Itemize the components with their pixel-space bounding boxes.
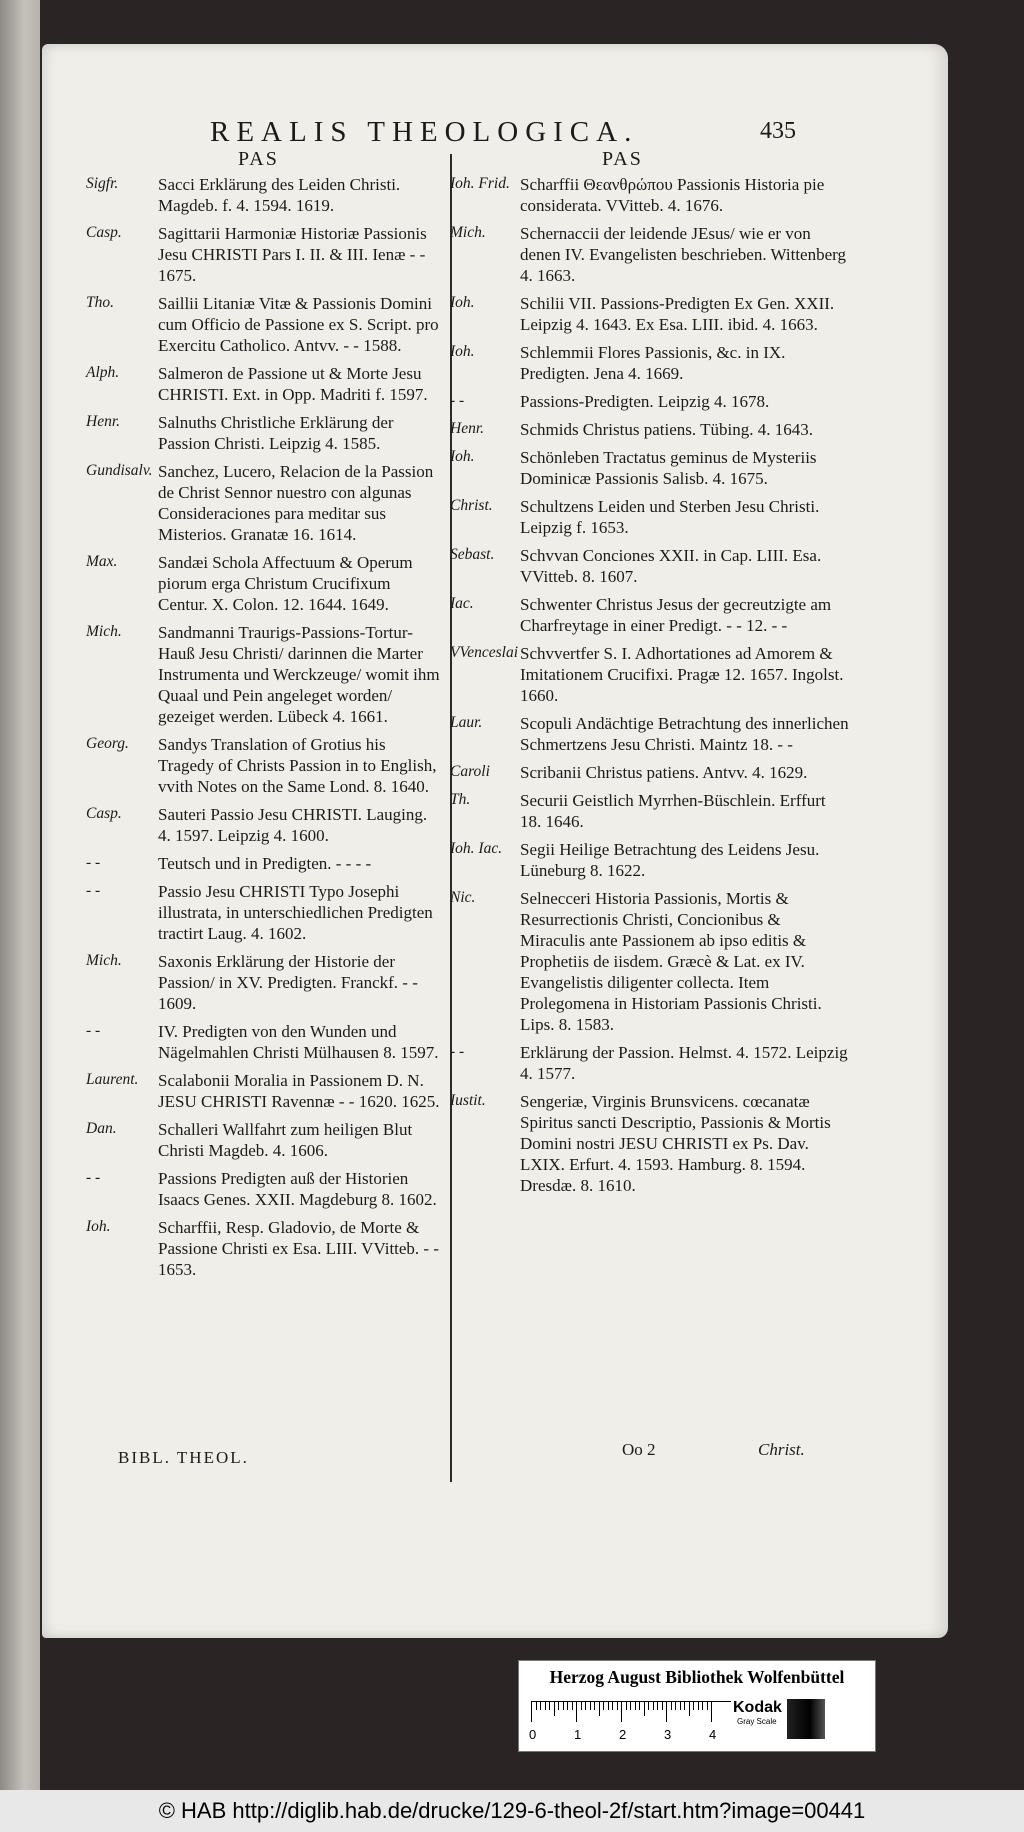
entry-text: Selnecceri Historia Passionis, Mortis & Resurrectionis Christi, Concionibus & Miraculis ante Passionem ab ipso editis & Prophetiis de iisdem. Græcè & Lat. ex IV. Evangelistis diligenter collecta. Item Prolegomena in Historiam Passionis Christi. Lips. 8. 1583.	[520, 889, 822, 1034]
bibliography-entry	[86, 1070, 444, 1112]
entry-text: Schmids Christus patiens. Tübing. 4. 1643.	[520, 420, 813, 439]
ruler-tick	[563, 1702, 564, 1710]
entry-text: Erklärung der Passion. Helmst. 4. 1572. Leipzig 4. 1577.	[520, 1043, 848, 1083]
author-forename: Max.	[86, 553, 118, 570]
ruler-tick	[545, 1702, 546, 1710]
bibliography-entry	[86, 1217, 444, 1280]
entry-text: Scalabonii Moralia in Passionem D. N. JESU CHRISTI Ravennæ - - 1620. 1625.	[158, 1071, 440, 1111]
color-target	[518, 1660, 876, 1752]
ruler-tick	[608, 1702, 609, 1710]
bibliography-entry	[86, 853, 444, 874]
bibliography-entry	[450, 419, 850, 440]
entry-text: Passions Predigten auß der Historien Isaacs Genes. XXII. Magdeburg 8. 1602.	[158, 1169, 437, 1209]
ruler-tick	[585, 1702, 586, 1710]
entry-text: Sandmanni Traurigs-Passions-Tortur-Hauß Jesu Christi/ darinnen die Marter Instrumenta und Werckzeuge/ womit ihm Quaal und Pein angeleget worden/ gezeiget werden. Lübeck 4. 1661.	[158, 623, 440, 726]
gray-patch	[787, 1699, 825, 1739]
ruler-tick	[662, 1702, 663, 1710]
bibliography-entry	[450, 496, 850, 538]
bibliography-entry	[86, 881, 444, 944]
entry-text: Salnuths Christliche Erklärung der Passion Christi. Leipzig 4. 1585.	[158, 413, 394, 453]
author-forename: Dan.	[86, 1120, 117, 1137]
bibliography-entry	[450, 1091, 850, 1196]
author-forename: Henr.	[450, 420, 485, 437]
bibliography-entry	[86, 1021, 444, 1063]
bibliography-entry	[450, 293, 850, 335]
bibliography-entry	[450, 790, 850, 832]
author-forename: Mich.	[86, 952, 122, 969]
author-forename: Henr.	[86, 413, 121, 430]
bibliography-entry	[86, 223, 444, 286]
book-page	[42, 44, 948, 1638]
bibliography-entry	[450, 643, 850, 706]
ruler-tick	[599, 1702, 600, 1716]
entry-text: Sandys Translation of Grotius his Tragedy of Christs Passion in to English, vvith Notes on the Same Lond. 8. 1640.	[158, 735, 437, 796]
author-forename: - -	[86, 882, 101, 899]
bibliography-entry	[86, 622, 444, 727]
bibliography-entry	[450, 174, 850, 216]
bibliography-entry	[86, 461, 444, 545]
entry-text: Schultzens Leiden und Sterben Jesu Christi. Leipzig f. 1653.	[520, 497, 820, 537]
ruler-tick	[531, 1702, 532, 1722]
author-forename: Georg.	[86, 735, 129, 752]
bibliography-entry	[86, 363, 444, 405]
bibliography-entry	[450, 839, 850, 881]
ruler-tick	[675, 1702, 676, 1710]
ruler-tick	[630, 1702, 631, 1710]
ruler-tick	[612, 1702, 613, 1710]
author-forename: Casp.	[86, 224, 122, 241]
bibliography-entry	[450, 545, 850, 587]
author-forename: Laur.	[450, 714, 483, 731]
entry-text: Schilii VII. Passions-Predigten Ex Gen. XXII. Leipzig 4. 1643. Ex Esa. LIII. ibid. 4. 1663.	[520, 294, 835, 334]
author-forename: - -	[86, 1169, 101, 1186]
entry-text: Segii Heilige Betrachtung des Leidens Jesu. Lüneburg 8. 1622.	[520, 840, 820, 880]
author-forename: VVenceslai	[450, 644, 519, 661]
author-forename: Nic.	[450, 889, 476, 906]
author-forename: Ioh.	[450, 294, 475, 311]
entry-text: Schwenter Christus Jesus der gecreutzigte am Charfreytage in einer Predigt. - - 12. - -	[520, 595, 832, 635]
author-forename: Laurent.	[86, 1071, 139, 1088]
author-forename: Ioh.	[86, 1218, 111, 1235]
entry-text: Saillii Litaniæ Vitæ & Passionis Domini cum Officio de Passione ex S. Script. pro Exercitu Catholico. Antvv. - - 1588.	[158, 294, 439, 355]
bibliography-entry	[86, 734, 444, 797]
author-forename: Ioh. Iac.	[450, 840, 503, 857]
bibliography-entry	[450, 888, 850, 1035]
author-forename: Th.	[450, 791, 471, 808]
author-forename: Casp.	[86, 805, 122, 822]
bibliography-entry	[86, 412, 444, 454]
author-forename: Caroli	[450, 763, 490, 780]
bibliography-entry	[86, 174, 444, 216]
bibliography-entry	[86, 804, 444, 846]
bibliography-entry	[450, 391, 850, 412]
author-forename: Tho.	[86, 294, 114, 311]
entry-text: Scribanii Christus patiens. Antvv. 4. 1629.	[520, 763, 808, 782]
bibliography-entry	[86, 1119, 444, 1161]
author-forename: - -	[86, 854, 101, 871]
bibliography-entry	[86, 951, 444, 1014]
gray-scale-label: Gray Scale	[737, 1717, 777, 1726]
bibliography-entry	[86, 1168, 444, 1210]
scale-numbers	[529, 1727, 754, 1742]
ruler-tick	[590, 1702, 591, 1710]
signature-mark: Oo 2	[622, 1440, 656, 1459]
entry-text: IV. Predigten von den Wunden und Nägelmahlen Christi Mülhausen 8. 1597.	[158, 1022, 439, 1062]
ruler-tick	[581, 1702, 582, 1710]
ruler-tick	[626, 1702, 627, 1710]
entry-text: Schernaccii der leidende JEsus/ wie er von denen IV. Evangelisten beschrieben. Wittenberg 4. 1663.	[520, 224, 846, 285]
ruler-tick	[639, 1702, 640, 1710]
left-footer: BIBL. THEOL.	[118, 1448, 249, 1467]
entry-text: Saxonis Erklärung der Historie der Passion/ in XV. Predigten. Franckf. - - 1609.	[158, 952, 418, 1013]
entry-text: Sacci Erklärung des Leiden Christi. Magdeb. f. 4. 1594. 1619.	[158, 175, 401, 215]
bibliography-entry	[450, 342, 850, 384]
ruler-tick	[567, 1702, 568, 1710]
brand-label: Kodak	[733, 1699, 782, 1716]
scale-number: 4	[709, 1727, 717, 1742]
author-forename: Christ.	[450, 497, 493, 514]
author-forename: Mich.	[86, 623, 122, 640]
copyright-url-bar: © HAB http://diglib.hab.de/drucke/129-6-theol-2f/start.htm?image=00441	[0, 1790, 1024, 1832]
author-forename: - -	[86, 1022, 101, 1039]
ruler-tick	[711, 1702, 712, 1722]
ruler-tick	[666, 1702, 667, 1722]
ruler-tick	[603, 1702, 604, 1710]
ruler-tick	[689, 1702, 690, 1716]
author-forename: Sebast.	[450, 546, 495, 563]
author-forename: - -	[450, 392, 465, 409]
author-forename: Alph.	[86, 364, 120, 381]
author-forename: Ioh.	[450, 448, 475, 465]
ruler-tick	[671, 1702, 672, 1710]
author-forename: - -	[450, 1043, 465, 1060]
page-number: 435	[760, 118, 796, 144]
entry-text: Sanchez, Lucero, Relacion de la Passion de Christ Sennor nuestro con algunas Consideraciones para meditar sus Misterios. Granatæ 16. 1614.	[158, 462, 434, 544]
author-forename: Gundisalv.	[86, 462, 153, 479]
entry-text: Sauteri Passio Jesu CHRISTI. Lauging. 4. 1597. Leipzig 4. 1600.	[158, 805, 428, 845]
author-forename: Ioh. Frid.	[450, 175, 510, 192]
adjacent-book-edge	[0, 0, 40, 1790]
ruler-tick	[698, 1702, 699, 1710]
ruler-tick	[536, 1702, 537, 1710]
author-forename: Mich.	[450, 224, 486, 241]
ruler-tick	[702, 1702, 703, 1710]
scale-ruler	[531, 1701, 731, 1726]
scale-number: 3	[664, 1727, 672, 1742]
bibliography-entry	[86, 552, 444, 615]
entry-text: Passions-Predigten. Leipzig 4. 1678.	[520, 392, 770, 411]
bibliography-entry	[450, 713, 850, 755]
bibliography-entry	[450, 1042, 850, 1084]
left-column-head: PAS	[238, 148, 279, 170]
ruler-tick	[707, 1702, 708, 1710]
ruler-tick	[657, 1702, 658, 1710]
entry-text: Passio Jesu CHRISTI Typo Josephi illustrata, in unterschiedlichen Predigten tractirt Laug. 4. 1602.	[158, 882, 433, 943]
entry-text: Schönleben Tractatus geminus de Mysteriis Dominicæ Passionis Salisb. 4. 1675.	[520, 448, 817, 488]
bibliography-entry	[450, 447, 850, 489]
entry-text: Salmeron de Passione ut & Morte Jesu CHRISTI. Ext. in Opp. Madriti f. 1597.	[158, 364, 428, 404]
ruler-tick	[617, 1702, 618, 1710]
scale-number: 1	[574, 1727, 582, 1742]
entry-text: Scharffii Θεανθρώπου Passionis Historia pie considerata. VVitteb. 4. 1676.	[520, 175, 825, 215]
entry-text: Teutsch und in Predigten. - - - -	[158, 854, 372, 873]
entry-text: Sagittarii Harmoniæ Historiæ Passionis Jesu CHRISTI Pars I. II. & III. Ienæ - - 1675.	[158, 224, 427, 285]
right-column	[450, 174, 850, 1203]
right-column-head: PAS	[602, 148, 643, 170]
catchword: Christ.	[758, 1440, 805, 1459]
ruler-tick	[684, 1702, 685, 1710]
entry-text: Sandæi Schola Affectuum & Operum piorum erga Christum Crucifixum Centur. X. Colon. 12. 1644. 1649.	[158, 553, 413, 614]
ruler-tick	[540, 1702, 541, 1710]
ruler-tick	[621, 1702, 622, 1722]
ruler-tick	[572, 1702, 573, 1710]
entry-text: Scopuli Andächtige Betrachtung des innerlichen Schmertzens Jesu Christi. Maintz 18. - -	[520, 714, 849, 754]
entry-text: Schalleri Wallfahrt zum heiligen Blut Christi Magdeb. 4. 1606.	[158, 1120, 413, 1160]
author-forename: Sigfr.	[86, 175, 119, 192]
bibliography-entry	[450, 594, 850, 636]
scale-number: 2	[619, 1727, 627, 1742]
left-column	[86, 174, 444, 1287]
ruler-tick	[648, 1702, 649, 1710]
ruler-tick	[554, 1702, 555, 1716]
running-title: REALIS THEOLOGICA.	[210, 116, 639, 148]
scale-number: 0	[529, 1727, 537, 1742]
bibliography-entry	[450, 223, 850, 286]
ruler-tick	[558, 1702, 559, 1710]
target-title: Herzog August Bibliothek Wolfenbüttel	[549, 1667, 845, 1687]
ruler-tick	[653, 1702, 654, 1710]
ruler-tick	[680, 1702, 681, 1710]
ruler-tick	[644, 1702, 645, 1716]
bibliography-entry	[450, 762, 850, 783]
ruler-tick	[594, 1702, 595, 1710]
entry-text: Securii Geistlich Myrrhen-Büschlein. Erffurt 18. 1646.	[520, 791, 826, 831]
bibliography-entry	[86, 293, 444, 356]
author-forename: Iac.	[450, 595, 474, 612]
ruler-tick	[549, 1702, 550, 1710]
entry-text: Schlemmii Flores Passionis, &c. in IX. Predigten. Jena 4. 1669.	[520, 343, 786, 383]
entry-text: Schvvertfer S. I. Adhortationes ad Amorem & Imitationem Crucifixi. Pragæ 12. 1657. Ingolst. 1660.	[520, 644, 844, 705]
entry-text: Schvvan Conciones XXII. in Cap. LIII. Esa. VVitteb. 8. 1607.	[520, 546, 822, 586]
ruler-tick	[576, 1702, 577, 1722]
author-forename: Ioh.	[450, 343, 475, 360]
entry-text: Scharffii, Resp. Gladovio, de Morte & Passione Christi ex Esa. LIII. VVitteb. - - 1653.	[158, 1218, 440, 1279]
ruler-tick	[635, 1702, 636, 1710]
author-forename: Iustit.	[450, 1092, 486, 1109]
ruler-tick	[693, 1702, 694, 1710]
entry-text: Sengeriæ, Virginis Brunsvicens. cœcanatæ Spiritus sancti Descriptio, Passionis & Mortis Domini nostri JESU CHRISTI ex Ps. Dav. LXIX. Erfurt. 4. 1593. Hamburg. 8. 1594. Dresdæ. 8. 1610.	[520, 1092, 831, 1195]
